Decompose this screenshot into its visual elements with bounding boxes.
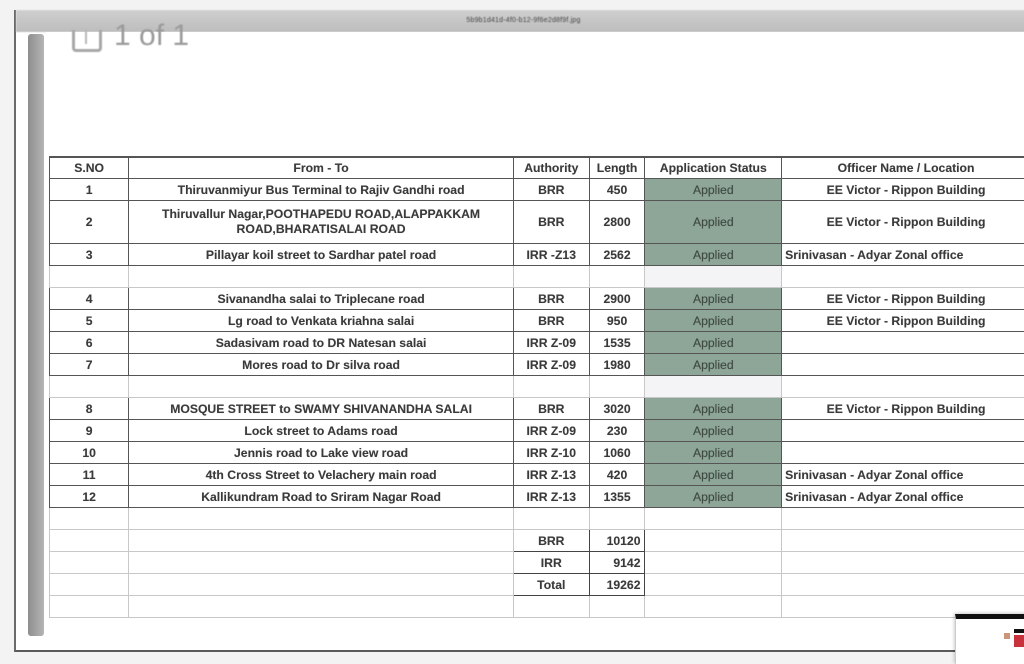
table-row	[50, 332, 1024, 354]
cell-officer: Srinivasan - Adyar Zonal office	[782, 464, 1024, 486]
cell-sno: 9	[50, 420, 129, 442]
summary-row	[50, 530, 1024, 552]
empty-cell	[129, 596, 514, 618]
header-application-status: Application Status	[645, 157, 782, 179]
empty-cell	[645, 552, 782, 574]
empty-cell	[645, 266, 782, 288]
empty-cell	[782, 574, 1024, 596]
empty-cell	[589, 376, 645, 398]
empty-cell	[513, 596, 589, 618]
cell-from-to: Lock street to Adams road	[129, 420, 514, 442]
cell-from-to: MOSQUE STREET to SWAMY SHIVANANDHA SALAI	[129, 398, 514, 420]
empty-cell	[129, 376, 514, 398]
table-row	[50, 442, 1024, 464]
header-length: Length	[589, 157, 645, 179]
empty-cell	[50, 508, 129, 530]
scrollbar[interactable]	[28, 34, 44, 636]
blank-row	[50, 508, 1024, 530]
status-badge: Applied	[645, 179, 782, 201]
summary-label: BRR	[513, 530, 589, 552]
empty-cell	[782, 266, 1024, 288]
cell-officer	[782, 354, 1024, 376]
table-row	[50, 179, 1024, 201]
blank-row	[50, 376, 1024, 398]
empty-cell	[129, 552, 514, 574]
empty-cell	[50, 266, 129, 288]
page-indicator	[72, 28, 189, 54]
cell-from-to: Pillayar koil street to Sardhar patel road	[129, 244, 514, 266]
empty-cell	[645, 530, 782, 552]
cell-officer	[782, 332, 1024, 354]
summary-row	[50, 574, 1024, 596]
empty-cell	[129, 574, 514, 596]
empty-cell	[589, 508, 645, 530]
table-row	[50, 420, 1024, 442]
cell-from-to: Thiruvanmiyur Bus Terminal to Rajiv Gandhi road	[129, 179, 514, 201]
status-badge: Applied	[645, 354, 782, 376]
thumbnail-swatch	[1014, 635, 1024, 647]
cell-sno: 11	[50, 464, 129, 486]
cell-length: 1535	[589, 332, 645, 354]
empty-cell	[645, 508, 782, 530]
empty-cell	[782, 552, 1024, 574]
cell-authority: IRR Z-13	[513, 464, 589, 486]
status-badge: Applied	[645, 442, 782, 464]
cell-officer: EE Victor - Rippon Building	[782, 201, 1024, 244]
cell-length: 1060	[589, 442, 645, 464]
summary-value: 19262	[589, 574, 645, 596]
cell-length: 3020	[589, 398, 645, 420]
header-from-to: From - To	[129, 157, 514, 179]
cell-from-to: Kallikundram Road to Sriram Nagar Road	[129, 486, 514, 508]
empty-cell	[589, 596, 645, 618]
empty-cell	[50, 530, 129, 552]
blank-row	[50, 596, 1024, 618]
summary-value: 10120	[589, 530, 645, 552]
window-title: 5b9b1d41d-4f0-b12-9f6e2d8f9f.jpg	[16, 10, 1024, 32]
cell-from-to: Lg road to Venkata kriahna salai	[129, 310, 514, 332]
cell-sno: 10	[50, 442, 129, 464]
header-sno: S.NO	[50, 157, 129, 179]
empty-cell	[50, 596, 129, 618]
table-row	[50, 201, 1024, 244]
cell-authority: BRR	[513, 201, 589, 244]
cell-sno: 6	[50, 332, 129, 354]
table-row	[50, 244, 1024, 266]
empty-cell	[50, 552, 129, 574]
cell-sno: 4	[50, 288, 129, 310]
cell-authority: IRR Z-10	[513, 442, 589, 464]
status-badge: Applied	[645, 332, 782, 354]
cell-length: 950	[589, 310, 645, 332]
status-badge: Applied	[645, 310, 782, 332]
cell-sno: 2	[50, 201, 129, 244]
table-header-row	[50, 157, 1024, 179]
cell-officer: EE Victor - Rippon Building	[782, 398, 1024, 420]
image-viewer-window	[14, 10, 1024, 652]
cell-authority: IRR Z-13	[513, 486, 589, 508]
cell-sno: 8	[50, 398, 129, 420]
empty-cell	[782, 508, 1024, 530]
cell-length: 2562	[589, 244, 645, 266]
cell-sno: 7	[50, 354, 129, 376]
table-row	[50, 354, 1024, 376]
cell-sno: 12	[50, 486, 129, 508]
cell-authority: IRR Z-09	[513, 332, 589, 354]
cell-length: 450	[589, 179, 645, 201]
cell-officer: EE Victor - Rippon Building	[782, 288, 1024, 310]
summary-label: IRR	[513, 552, 589, 574]
empty-cell	[50, 376, 129, 398]
cell-authority: IRR Z-09	[513, 420, 589, 442]
status-badge: Applied	[645, 464, 782, 486]
thumbnail-preview[interactable]	[955, 614, 1024, 664]
cell-officer	[782, 442, 1024, 464]
table-row	[50, 398, 1024, 420]
cell-authority: BRR	[513, 288, 589, 310]
cell-length: 1355	[589, 486, 645, 508]
cell-officer: Srinivasan - Adyar Zonal office	[782, 244, 1024, 266]
cell-length: 1980	[589, 354, 645, 376]
cell-from-to: Thiruvallur Nagar,POOTHAPEDU ROAD,ALAPPAKKAM ROAD,BHARATISALAI ROAD	[129, 201, 514, 244]
cell-officer	[782, 420, 1024, 442]
empty-cell	[129, 508, 514, 530]
cell-sno: 1	[50, 179, 129, 201]
empty-cell	[645, 574, 782, 596]
empty-cell	[50, 574, 129, 596]
summary-value: 9142	[589, 552, 645, 574]
cell-authority: IRR -Z13	[513, 244, 589, 266]
page-count-text: 1 of 1	[114, 21, 189, 51]
cell-authority: BRR	[513, 310, 589, 332]
empty-cell	[129, 266, 514, 288]
empty-cell	[645, 376, 782, 398]
cell-from-to: 4th Cross Street to Velachery main road	[129, 464, 514, 486]
cell-from-to: Sivanandha salai to Triplecane road	[129, 288, 514, 310]
table-row	[50, 288, 1024, 310]
status-badge: Applied	[645, 398, 782, 420]
status-badge: Applied	[645, 486, 782, 508]
cell-length: 420	[589, 464, 645, 486]
thumbnail-swatch	[1014, 629, 1024, 633]
empty-cell	[129, 530, 514, 552]
status-badge: Applied	[645, 244, 782, 266]
empty-cell	[513, 376, 589, 398]
status-badge: Applied	[645, 201, 782, 244]
cell-sno: 5	[50, 310, 129, 332]
cell-officer: EE Victor - Rippon Building	[782, 179, 1024, 201]
cell-officer: EE Victor - Rippon Building	[782, 310, 1024, 332]
cell-from-to: Jennis road to Lake view road	[129, 442, 514, 464]
cell-officer: Srinivasan - Adyar Zonal office	[782, 486, 1024, 508]
cell-sno: 3	[50, 244, 129, 266]
empty-cell	[589, 266, 645, 288]
thumbnail-swatch	[1004, 633, 1010, 639]
summary-row	[50, 552, 1024, 574]
cell-authority: BRR	[513, 398, 589, 420]
table-row	[50, 310, 1024, 332]
cell-length: 2900	[589, 288, 645, 310]
table-row	[50, 486, 1024, 508]
empty-cell	[513, 266, 589, 288]
cell-length: 2800	[589, 201, 645, 244]
header-officer: Officer Name / Location	[782, 157, 1024, 179]
cell-from-to: Mores road to Dr silva road	[129, 354, 514, 376]
empty-cell	[645, 596, 782, 618]
cell-from-to: Sadasivam road to DR Natesan salai	[129, 332, 514, 354]
page-icon	[72, 30, 102, 52]
table-row	[50, 464, 1024, 486]
empty-cell	[782, 530, 1024, 552]
cell-authority: BRR	[513, 179, 589, 201]
header-authority: Authority	[513, 157, 589, 179]
status-badge: Applied	[645, 420, 782, 442]
road-application-table	[49, 156, 1024, 618]
blank-row	[50, 266, 1024, 288]
document-page	[46, 32, 1024, 636]
cell-length: 230	[589, 420, 645, 442]
empty-cell	[513, 508, 589, 530]
summary-label: Total	[513, 574, 589, 596]
cell-authority: IRR Z-09	[513, 354, 589, 376]
empty-cell	[782, 376, 1024, 398]
status-badge: Applied	[645, 288, 782, 310]
